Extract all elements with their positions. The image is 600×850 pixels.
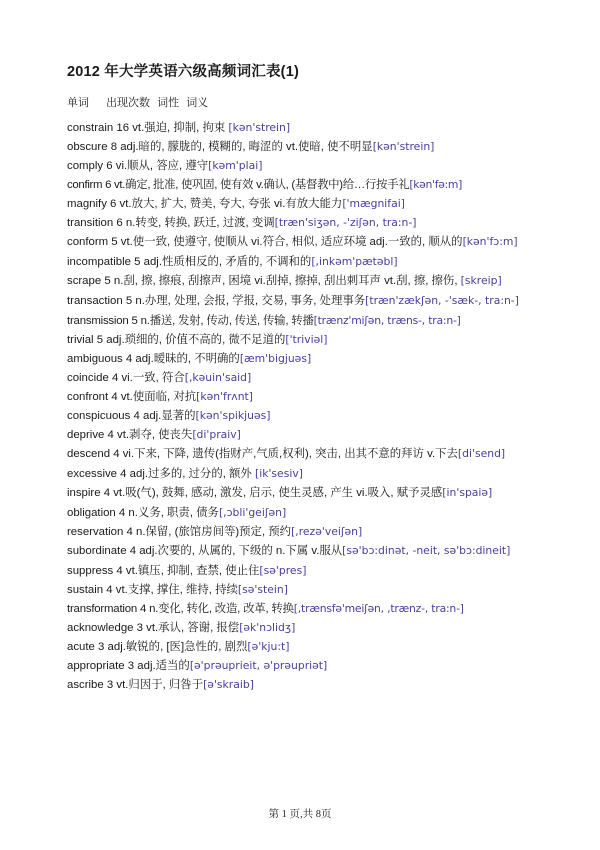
word-entry — [67, 675, 537, 694]
entry-ipa: [,trænsfə'meiʃən, ,trænz-, tra:n-] — [293, 602, 464, 615]
entry-ipa: [skreip] — [460, 274, 502, 287]
header-meaning: 词义 — [186, 97, 209, 109]
page-title: 2012 年大学英语六级高频词汇表(1) — [67, 64, 300, 80]
entry-ipa: [kən'fɔ:m] — [462, 235, 518, 248]
entry-text: coincide 4 vi.一致, 符合 — [67, 372, 185, 384]
word-entry — [67, 561, 537, 580]
word-entry — [67, 330, 537, 349]
entry-text: obligation 4 n.义务, 职责, 债务 — [67, 507, 219, 519]
word-entry — [67, 444, 537, 464]
word-entry — [67, 637, 537, 656]
entry-ipa: [in'spaiə] — [442, 486, 493, 499]
word-entry — [67, 464, 537, 483]
entry-ipa: [,rezə'veiʃən] — [291, 525, 363, 538]
entry-text: transformation 4 n.变化, 转化, 改造, 改革, 转换 — [67, 603, 294, 615]
entry-text: subordinate 4 adj.次要的, 从属的, 下级的 n.下属 v.服从 — [67, 545, 343, 557]
entry-text: obscure 8 adj.暗的, 朦胧的, 模糊的, 晦涩的 vt.使暗, 使不明显 — [67, 141, 373, 153]
header-word: 单词 — [67, 97, 89, 109]
entry-text: conspicuous 4 adj.显著的 — [67, 410, 196, 422]
entry-ipa: [ik'sesiv] — [255, 467, 303, 480]
word-entry — [67, 118, 537, 137]
word-entry — [67, 656, 537, 675]
word-entry — [67, 599, 537, 618]
entry-text: confirm 6 vt.确定, 批准, 使巩固, 使有效 v.确认, (基督教中)给…行按手礼 — [67, 179, 410, 191]
entry-text: acute 3 adj.敏锐的, [医]急性的, 剧烈 — [67, 641, 248, 653]
entry-text: constrain 16 vt.强迫, 抑制, 拘束 — [67, 122, 229, 134]
entry-text: scrape 5 n.刮, 擦, 擦痕, 刮擦声, 困境 vi.刮掉, 擦掉, 刮出刺耳声 vt.刮, 擦, 擦伤, — [67, 275, 461, 287]
entry-ipa: [ə'prəuprieit, ə'prəupriət] — [189, 659, 328, 672]
entry-ipa: [,ɔbli'geiʃən] — [218, 506, 287, 519]
word-entry — [67, 271, 537, 291]
entry-text: excessive 4 adj.过多的, 过分的, 额外 — [67, 468, 255, 480]
entry-text: ambiguous 4 adj.暧昧的, 不明确的 — [67, 353, 240, 365]
entry-ipa: [kən'frʌnt] — [196, 390, 253, 403]
entry-ipa: [kən'strein] — [228, 121, 291, 134]
header-pos: 词性 — [157, 97, 180, 109]
word-entry — [67, 503, 537, 522]
entry-text: confront 4 vt.使面临, 对抗 — [67, 391, 197, 403]
entry-text: ascribe 3 vt.归因于, 归咎于 — [67, 679, 204, 691]
word-entry — [67, 425, 537, 444]
entry-text: inspire 4 vt.吸(气), 鼓舞, 感动, 激发, 启示, 使生灵感, 产生 vi.吸入, 赋予灵感 — [67, 487, 443, 499]
entry-ipa: [kən'fə:m] — [409, 178, 463, 191]
entry-ipa: [træn'siʒən, -'ziʃən, tra:n-] — [274, 216, 417, 229]
entry-text: transaction 5 n.办理, 处理, 会报, 学报, 交易, 事务, 处理事务 — [67, 295, 366, 307]
entry-text: reservation 4 n.保留, (旅馆房间等)预定, 预约 — [67, 526, 292, 538]
entry-ipa: [di'send] — [457, 447, 506, 460]
word-entry — [67, 252, 537, 271]
entry-text: transition 6 n.转变, 转换, 跃迁, 过渡, 变调 — [67, 217, 275, 229]
entry-text: suppress 4 vt.镇压, 抑制, 查禁, 使止住 — [67, 565, 260, 577]
word-entry — [67, 368, 537, 387]
entry-ipa: [sə'stein] — [237, 583, 288, 596]
entry-ipa: [trænz'miʃən, træns-, tra:n-] — [313, 314, 461, 327]
word-entry — [67, 194, 537, 213]
entry-ipa: [træn'zækʃən, -'sæk-, tra:n-] — [365, 294, 519, 307]
entry-text: conform 5 vt.使一致, 使遵守, 使顺从 vi.符合, 相似, 适应环境 adj.一致的, 顺从的 — [67, 236, 463, 248]
entry-text: comply 6 vi.顺从, 答应, 遵守 — [67, 160, 209, 172]
word-entry — [67, 580, 537, 599]
word-entry — [67, 232, 537, 252]
page-footer: 第 1 页,共 8页 — [268, 809, 332, 820]
header-count: 出现次数 — [106, 97, 151, 109]
word-entry — [67, 291, 537, 311]
entry-text: appropriate 3 adj.适当的 — [67, 660, 190, 672]
word-entry — [67, 541, 537, 561]
entry-ipa: ['mægnifai] — [342, 197, 405, 210]
word-entry — [67, 522, 537, 541]
word-entry — [67, 311, 537, 330]
entry-ipa: [ək'nɔlidʒ] — [239, 621, 296, 634]
entry-ipa: [sə'pres] — [259, 564, 307, 577]
entry-ipa: [ə'kju:t] — [247, 640, 290, 653]
entry-text: deprive 4 vt.剥夺, 使丧失 — [67, 429, 193, 441]
entry-text: transmission 5 n.播送, 发射, 传动, 传送, 传输, 转播 — [67, 315, 314, 327]
word-entry — [67, 156, 537, 175]
entry-ipa: [di'praiv] — [192, 428, 241, 441]
entry-text: sustain 4 vt.支撑, 撑住, 维持, 持续 — [67, 584, 238, 596]
entry-ipa: [,kəuin'said] — [184, 371, 252, 384]
word-entry — [67, 618, 537, 637]
word-entry — [67, 406, 537, 425]
entry-ipa: [kən'strein] — [372, 140, 435, 153]
word-entry — [67, 483, 537, 503]
entry-ipa: [kəm'plai] — [208, 159, 263, 172]
word-entry — [67, 137, 537, 156]
word-list — [67, 118, 537, 694]
entry-ipa: ['triviəl] — [285, 333, 328, 346]
word-entry — [67, 349, 537, 368]
entry-ipa: [sə'bɔ:dinət, -neit, sə'bɔ:dineit] — [342, 544, 511, 557]
entry-ipa: [ə'skraib] — [203, 678, 254, 691]
word-entry — [67, 387, 537, 406]
entry-text: descend 4 vi.下来, 下降, 遗传(指财产,气质,权利), 突击, 出其不意的拜访 v.下去 — [67, 448, 458, 460]
entry-text: incompatible 5 adj.性质相反的, 矛盾的, 不调和的 — [67, 256, 312, 268]
column-header — [67, 94, 222, 110]
entry-text: magnify 6 vt.放大, 扩大, 赞美, 夸大, 夸张 vi.有放大能力 — [67, 198, 343, 210]
entry-ipa: [æm'bigjuəs] — [239, 352, 312, 365]
entry-text: acknowledge 3 vt.承认, 答谢, 报偿 — [67, 622, 240, 634]
word-entry — [67, 213, 537, 232]
entry-text: trivial 5 adj.琐细的, 价值不高的, 微不足道的 — [67, 334, 286, 346]
entry-ipa: [,inkəm'pætəbl] — [311, 255, 398, 268]
entry-ipa: [kən'spikjuəs] — [195, 409, 271, 422]
word-entry — [67, 175, 537, 194]
